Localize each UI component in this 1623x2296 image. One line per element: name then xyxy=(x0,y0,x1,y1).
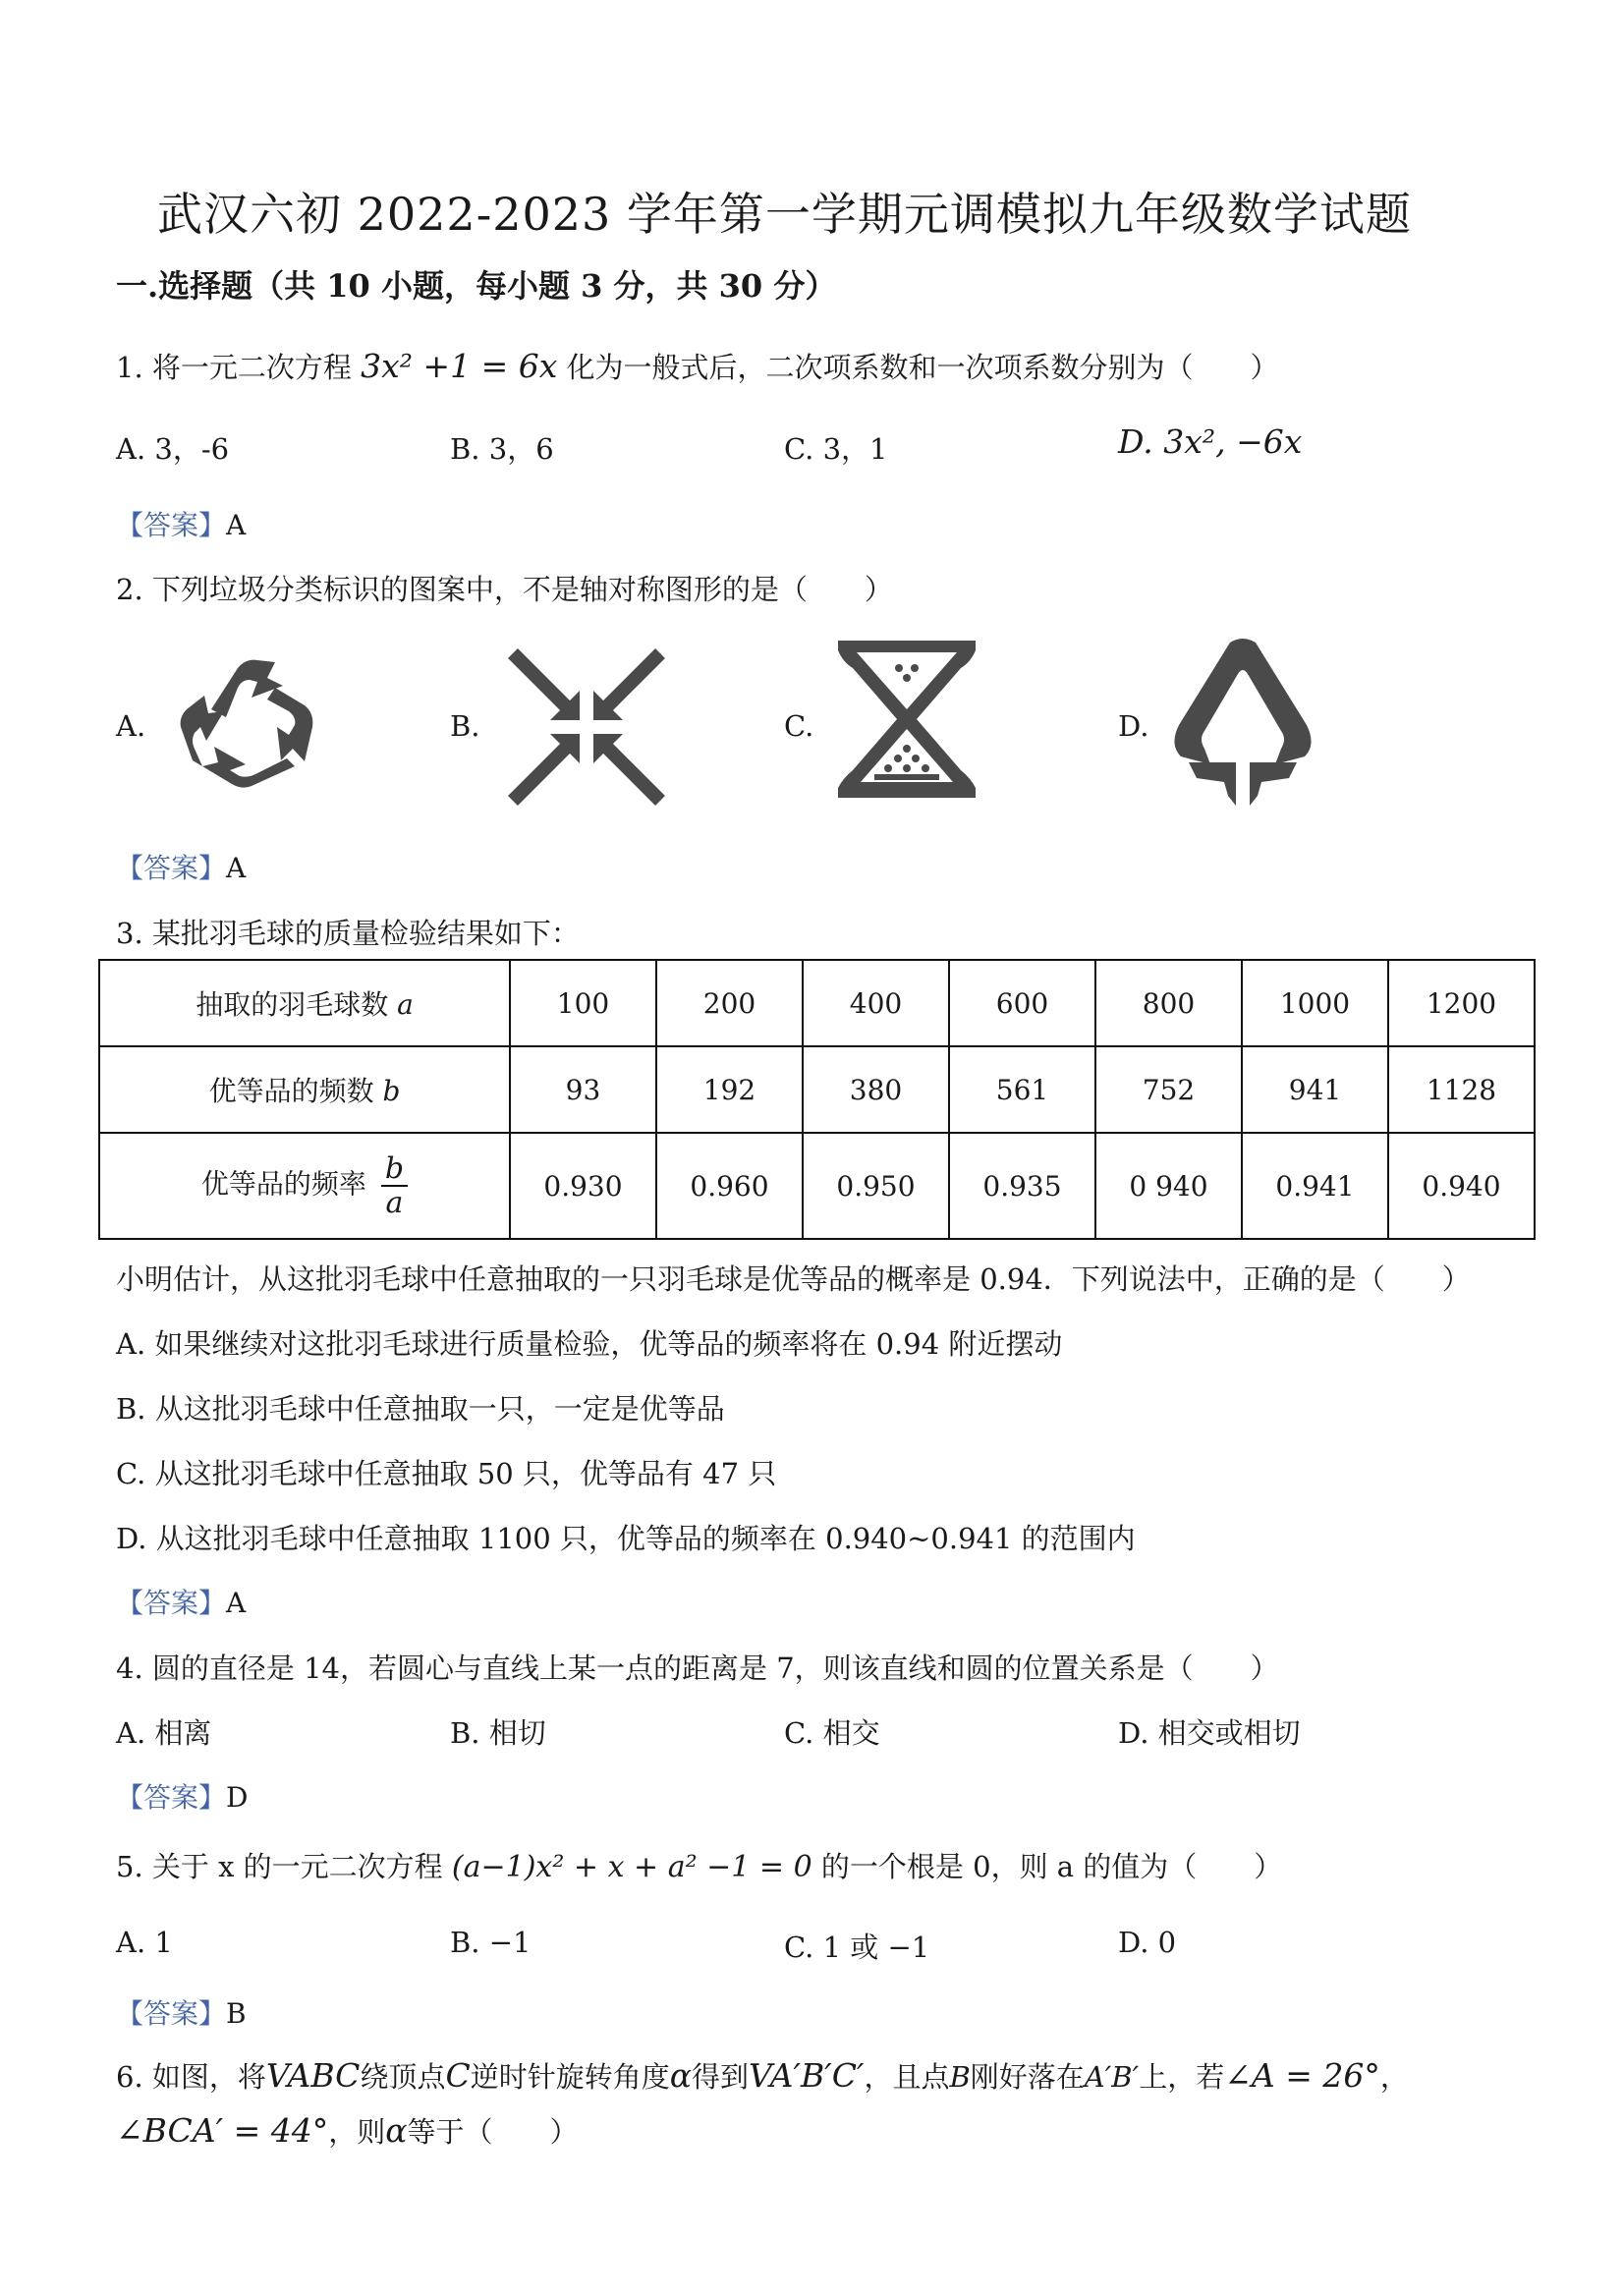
q1-text-after: 化为一般式后，二次项系数和一次项系数分别为（ ） xyxy=(566,351,1279,384)
q4-option-a: A. 相离 xyxy=(116,1716,212,1750)
answer-tag: 【答案】 xyxy=(116,1781,227,1814)
q1-answer-value: A xyxy=(226,509,247,541)
q3-answer xyxy=(116,1582,246,1621)
q3-option-b: B. 从这批羽毛球中任意抽取一只，一定是优等品 xyxy=(116,1392,725,1426)
question-6-line-2 xyxy=(116,2110,579,2151)
q6-triangle-abc: VABC xyxy=(265,2056,361,2095)
table-cell: 192 xyxy=(656,1046,803,1133)
table-cell: 0 940 xyxy=(1095,1133,1242,1239)
row3-header: 优等品的频率 $\frac{b}{a}$ xyxy=(99,1133,510,1239)
table-cell: 0.941 xyxy=(1242,1133,1388,1239)
q3-answer-value: A xyxy=(226,1587,247,1619)
answer-tag: 【答案】 xyxy=(116,1587,227,1619)
q2-label-b: B. xyxy=(450,709,480,743)
q1-option-a: A. 3，-6 xyxy=(116,432,230,466)
q5-option-b: B. −1 xyxy=(450,1926,532,1959)
q2-label-d: D. xyxy=(1118,709,1149,743)
recycle-icon xyxy=(157,639,344,815)
question-2: 2. 下列垃圾分类标识的图案中，不是轴对称图形的是（ ） xyxy=(116,573,893,606)
table-cell: 100 xyxy=(510,960,656,1046)
q4-option-c: C. 相交 xyxy=(784,1716,880,1750)
inward-arrows-icon xyxy=(503,644,670,811)
table-cell: 400 xyxy=(803,960,949,1046)
q5-answer xyxy=(116,1992,247,2032)
table-cell: 600 xyxy=(949,960,1095,1046)
q1-text-before: 1. 将一元二次方程 xyxy=(116,351,352,384)
table-row xyxy=(99,960,1535,1046)
question-5 xyxy=(116,1845,1282,1885)
row2-header: 优等品的频数 b xyxy=(99,1046,510,1133)
q6-alpha: α xyxy=(669,2056,693,2095)
q2-answer xyxy=(116,847,246,886)
question-4: 4. 圆的直径是 14，若圆心与直线上某一点的距离是 7，则该直线和圆的位置关系是（ ） xyxy=(116,1652,1279,1685)
q5-text-after: 的一个根是 0，则 a 的值为（ ） xyxy=(820,1850,1283,1883)
q6-segment: A′B′ xyxy=(1084,2060,1140,2094)
q3-option-d: D. 从这批羽毛球中任意抽取 1100 只，优等品的频率在 0.940~0.941 的范围内 xyxy=(116,1522,1136,1555)
q1-equation: 3x² +1 = 6x xyxy=(361,347,558,385)
q2-label-c: C. xyxy=(784,709,814,743)
table-cell: 941 xyxy=(1242,1046,1388,1133)
q5-option-c: C. 1 或 −1 xyxy=(784,1931,930,1964)
q6-text: ，则 xyxy=(328,2115,386,2149)
table-cell: 1200 xyxy=(1388,960,1535,1046)
table-cell: 380 xyxy=(803,1046,949,1133)
q5-text-before: 5. 关于 x 的一元二次方程 xyxy=(116,1850,443,1883)
q6-point-b: B xyxy=(949,2060,971,2094)
answer-tag: 【答案】 xyxy=(116,852,227,884)
table-cell: 0.930 xyxy=(510,1133,656,1239)
q6-text: 绕顶点 xyxy=(360,2060,446,2094)
q1-option-b: B. 3，6 xyxy=(450,432,554,466)
q6-text: 上，若 xyxy=(1139,2060,1225,2094)
q6-text: 6. 如图，将 xyxy=(116,2060,266,2094)
q2-label-a: A. xyxy=(116,709,146,743)
q6-text: 刚好落在 xyxy=(970,2060,1085,2094)
section-heading: 一.选择题（共 10 小题，每小题 3 分，共 30 分） xyxy=(116,267,837,305)
answer-tag: 【答案】 xyxy=(116,1997,227,2030)
table-cell: 0.935 xyxy=(949,1133,1095,1239)
q6-angle-a: ∠A = 26° xyxy=(1224,2056,1380,2095)
table-cell: 1128 xyxy=(1388,1046,1535,1133)
table-cell: 800 xyxy=(1095,960,1242,1046)
q3-option-a: A. 如果继续对这批羽毛球进行质量检验，优等品的频率将在 0.94 附近摆动 xyxy=(116,1327,1063,1361)
table-row xyxy=(99,1133,1535,1239)
answer-tag: 【答案】 xyxy=(116,509,227,541)
q5-option-a: A. 1 xyxy=(116,1926,173,1959)
q4-option-d: D. 相交或相切 xyxy=(1118,1716,1301,1750)
table-cell: 0.940 xyxy=(1388,1133,1535,1239)
q4-option-b: B. 相切 xyxy=(450,1716,546,1750)
question-3: 3. 某批羽毛球的质量检验结果如下： xyxy=(116,917,580,950)
q1-answer xyxy=(116,504,246,543)
q6-text: 逆时针旋转角度 xyxy=(470,2060,670,2094)
q3-option-c: C. 从这批羽毛球中任意抽取 50 只，优等品有 47 只 xyxy=(116,1457,777,1490)
table-cell: 561 xyxy=(949,1046,1095,1133)
q6-alpha: α xyxy=(385,2111,408,2150)
table-cell: 0.960 xyxy=(656,1133,803,1239)
frequency-fraction: $\frac{b}{a}$ xyxy=(381,1152,408,1219)
q6-text: ，且点 xyxy=(864,2060,950,2094)
table-cell: 0.950 xyxy=(803,1133,949,1239)
q6-text: ， xyxy=(1379,2060,1409,2094)
table-cell: 1000 xyxy=(1242,960,1388,1046)
q5-option-d: D. 0 xyxy=(1118,1926,1177,1959)
table-cell: 752 xyxy=(1095,1046,1242,1133)
question-6-line-1 xyxy=(116,2055,1409,2096)
q4-answer xyxy=(116,1776,248,1816)
inspection-table xyxy=(98,959,1536,1240)
question-1 xyxy=(116,346,1279,386)
q6-angle-bca: ∠BCA′ = 44° xyxy=(116,2111,329,2150)
triangle-arrow-icon xyxy=(1169,637,1316,809)
hourglass-icon xyxy=(833,639,980,801)
q6-text: 得到 xyxy=(692,2060,750,2094)
q6-point-c: C xyxy=(445,2056,471,2095)
table-cell: 200 xyxy=(656,960,803,1046)
page-title: 武汉六初 2022-2023 学年第一学期元调模拟九年级数学试题 xyxy=(157,188,1412,241)
q5-equation: (a−1)x² + x + a² −1 = 0 xyxy=(451,1850,812,1884)
q2-answer-value: A xyxy=(226,852,247,884)
q3-stem: 小明估计，从这批羽毛球中任意抽取的一只羽毛球是优等品的概率是 0.94．下列说法中，正确的是（ ） xyxy=(116,1262,1471,1296)
row1-header: 抽取的羽毛球数 a xyxy=(99,960,510,1046)
q1-option-d: D. 3x², −6x xyxy=(1118,422,1303,461)
q4-answer-value: D xyxy=(226,1781,249,1814)
q1-option-c: C. 3，1 xyxy=(784,432,888,466)
q5-answer-value: B xyxy=(226,1997,247,2030)
q6-triangle-abc-prime: VA′B′C′ xyxy=(749,2056,865,2095)
q6-text: 等于（ ） xyxy=(407,2115,579,2149)
table-cell: 93 xyxy=(510,1046,656,1133)
table-row xyxy=(99,1046,1535,1133)
